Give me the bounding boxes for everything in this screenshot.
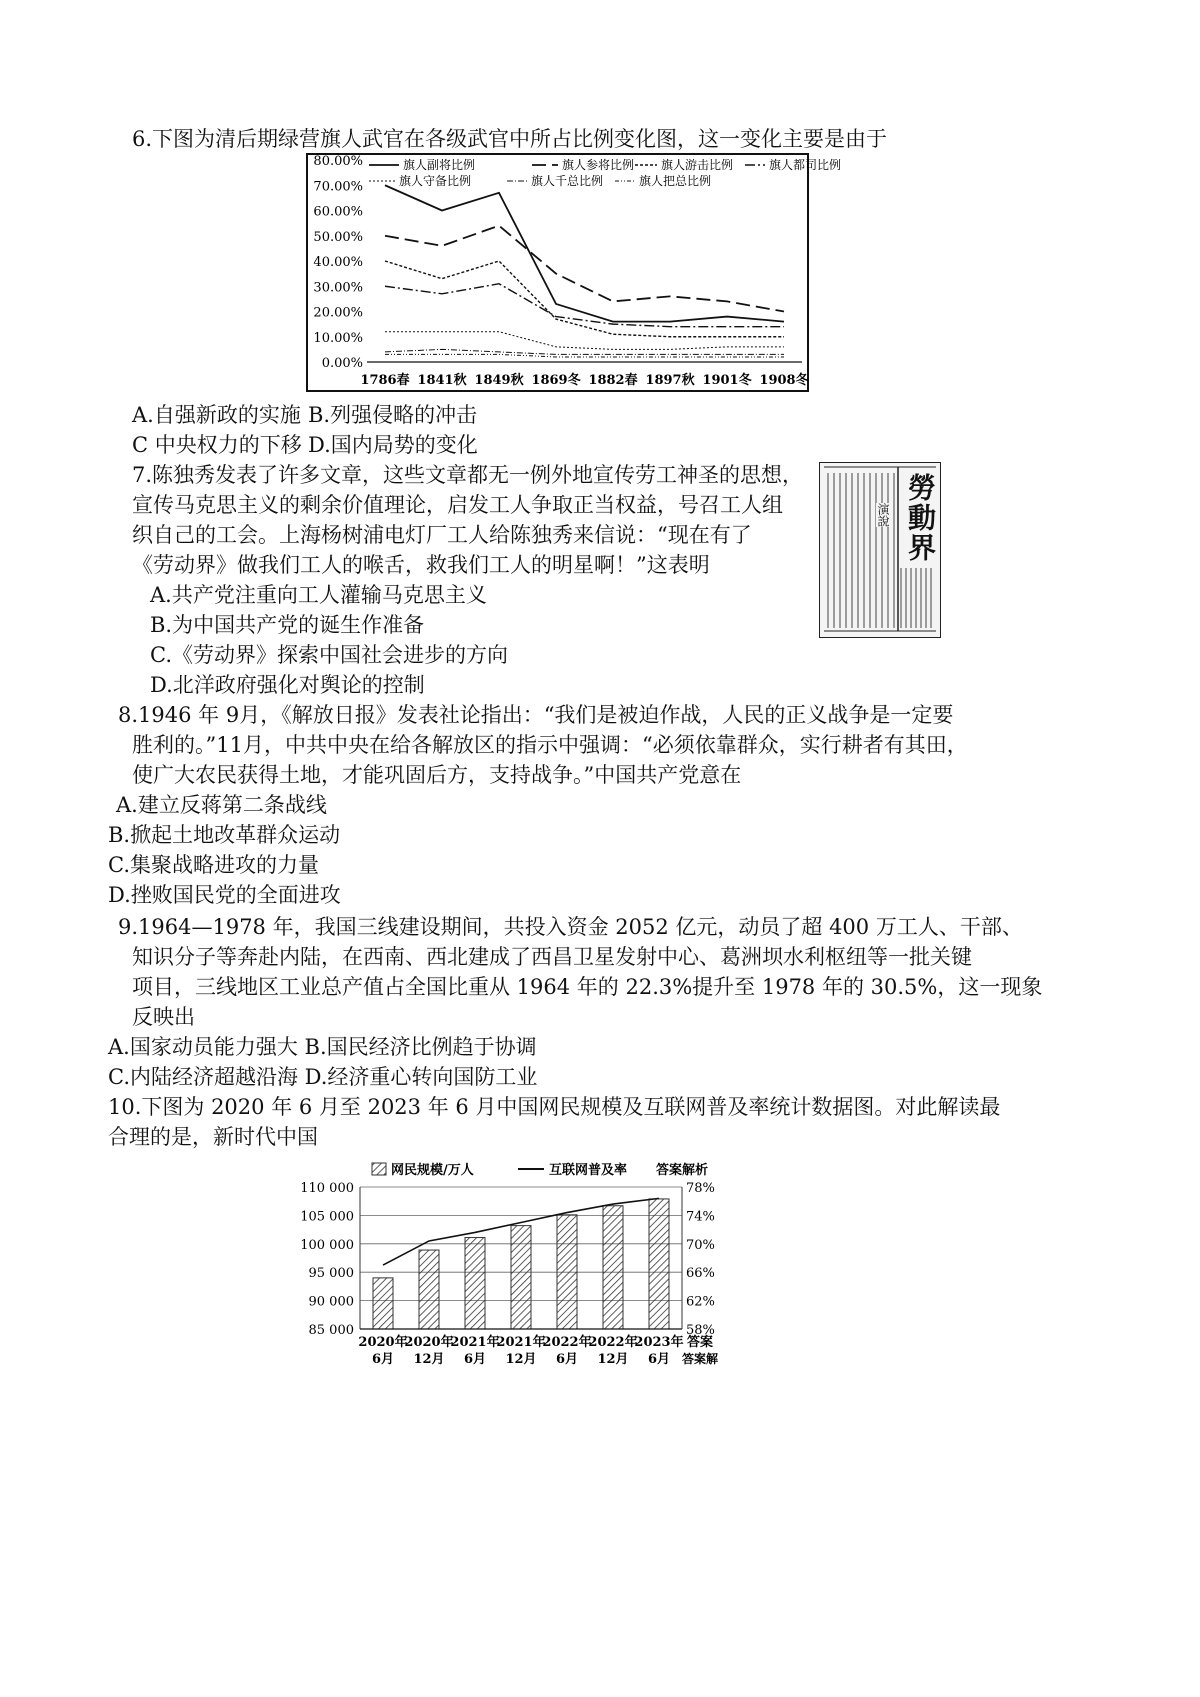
q6-stem: 6.下图为清后期绿营旗人武官在各级武官中所占比例变化图，这一变化主要是由于	[132, 127, 888, 151]
y-tick-label: 90 000	[308, 1294, 354, 1310]
x-tick-label-month: 6月	[555, 1352, 579, 1367]
watermark-text: 答案	[687, 1335, 714, 1350]
q8-option-d[interactable]: D.挫败国民党的全面进攻	[108, 883, 341, 907]
x-tick-label: 1882春	[588, 373, 638, 388]
x-tick-label-year: 2023年	[634, 1335, 684, 1350]
y2-tick-label: 58%	[686, 1323, 715, 1338]
q7-option-b[interactable]: B.为中国共产党的诞生作准备	[150, 613, 425, 637]
x-tick-label: 1908冬	[759, 373, 809, 388]
series-line-3	[385, 284, 784, 327]
x-tick-label-month: 6月	[647, 1352, 671, 1367]
y-tick-label: 95 000	[308, 1266, 354, 1282]
y2-tick-label: 70%	[686, 1237, 715, 1253]
y-tick-label: 80.00%	[313, 154, 363, 169]
q10-stem-line-2: 合理的是，新时代中国	[108, 1125, 318, 1149]
q8-option-b[interactable]: B.掀起土地改革群众运动	[108, 823, 341, 847]
q9-stem-line-4: 反映出	[132, 1005, 195, 1029]
q8-option-c[interactable]: C.集聚战略进攻的力量	[108, 853, 319, 877]
legend-label: 旗人把总比例	[639, 174, 712, 188]
x-tick-label-year: 2022年	[542, 1335, 592, 1350]
q8-stem-line-2: 胜利的。”11月，中共中央在给各解放区的指示中强调：“必须依靠群众，实行耕者有其田，	[132, 733, 968, 757]
watermark-text: 答案解	[682, 1352, 719, 1366]
y-tick-label: 100 000	[300, 1237, 354, 1253]
y-tick-label: 50.00%	[313, 229, 363, 245]
legend-label: 互联网普及率	[549, 1163, 628, 1178]
q10-bar-line-chart	[290, 1155, 745, 1375]
q6-option-a[interactable]: A.自强新政的实施	[132, 403, 301, 427]
x-tick-label: 1901冬	[702, 373, 752, 388]
bar	[557, 1215, 577, 1329]
bar	[603, 1206, 623, 1329]
q7-option-d[interactable]: D.北洋政府强化对舆论的控制	[150, 673, 425, 697]
x-tick-label: 1841秋	[417, 373, 467, 388]
q6-option-d[interactable]: D.国内局势的变化	[308, 433, 478, 457]
q9-stem-line-2: 知识分子等奔赴内陆，在西南、西北建成了西昌卫星发射中心、葛洲坝水利枢纽等一批关键	[132, 945, 972, 969]
legend-label: 旗人游击比例	[661, 158, 734, 172]
q9-option-ab[interactable]: A.国家动员能力强大 B.国民经济比例趋于协调	[108, 1035, 537, 1059]
bar	[511, 1226, 531, 1329]
legend-swatch-bar	[372, 1163, 386, 1175]
legend-label: 旗人都司比例	[769, 158, 842, 172]
y-tick-label: 30.00%	[313, 280, 363, 296]
q7-stem-line-2: 宣传马克思主义的剩余价值理论，启发工人争取正当权益，号召工人组	[132, 493, 783, 517]
q6-option-b[interactable]: B.列强侵略的冲击	[308, 403, 478, 427]
legend-label: 网民规模/万人	[391, 1163, 474, 1178]
q7-stem-line-3: 织自己的工会。上海杨树浦电灯厂工人给陈独秀来信说：“现在有了	[132, 523, 752, 547]
x-tick-label-year: 2021年	[450, 1335, 500, 1350]
x-tick-label-month: 6月	[463, 1352, 487, 1367]
newspaper-masthead: 勞動界	[904, 473, 937, 563]
labor-world-newspaper-image	[819, 462, 941, 638]
q10-stem-line-1: 10.下图为 2020 年 6 月至 2023 年 6 月中国网民规模及互联网普及率统计数据图。对此解读最	[108, 1095, 1001, 1119]
y2-tick-label: 62%	[686, 1294, 715, 1310]
y-tick-label: 10.00%	[313, 330, 363, 346]
y2-tick-label: 78%	[686, 1181, 715, 1196]
series-line-2	[385, 261, 784, 337]
watermark-text: 答案解析	[656, 1163, 709, 1178]
y-tick-label: 20.00%	[313, 305, 363, 321]
q9-option-cd[interactable]: C.内陆经济超越沿海 D.经济重心转向国防工业	[108, 1065, 538, 1089]
y-tick-label: 85 000	[308, 1323, 354, 1338]
x-tick-label-year: 2021年	[496, 1335, 546, 1350]
legend-label: 旗人参将比例	[562, 158, 635, 172]
x-tick-label-month: 12月	[413, 1352, 445, 1367]
bar	[465, 1238, 485, 1329]
q7-option-c[interactable]: C.《劳动界》探索中国社会进步的方向	[150, 643, 508, 667]
x-tick-label-month: 12月	[505, 1352, 537, 1367]
series-line-4	[385, 332, 784, 350]
q9-stem-line-3: 项目，三线地区工业总产值占全国比重从 1964 年的 22.3%提升至 1978 年的 30.5%，这一现象	[132, 975, 1043, 999]
y-tick-label: 40.00%	[313, 255, 363, 270]
q7-stem-line-1: 7.陈独秀发表了许多文章，这些文章都无一例外地宣传劳工神圣的思想，	[132, 463, 804, 487]
x-tick-label-month: 6月	[371, 1352, 395, 1367]
x-tick-label-year: 2020年	[404, 1335, 454, 1350]
bar	[649, 1199, 669, 1329]
x-tick-label: 1786春	[360, 373, 410, 388]
q6-option-c[interactable]: C 中央权力的下移	[132, 433, 302, 457]
x-tick-label: 1849秋	[474, 373, 524, 388]
x-tick-label-month: 12月	[597, 1352, 629, 1367]
legend-label: 旗人守备比例	[399, 174, 472, 188]
x-tick-label: 1869冬	[531, 373, 581, 388]
y-tick-label: 60.00%	[313, 204, 363, 220]
bar	[419, 1250, 439, 1329]
y2-tick-label: 74%	[686, 1209, 715, 1225]
x-tick-label-year: 2022年	[588, 1335, 638, 1350]
q7-stem-line-4: 《劳动界》做我们工人的喉舌，救我们工人的明星啊！”这表明	[132, 553, 710, 577]
y-tick-label: 110 000	[300, 1181, 354, 1196]
bar	[373, 1278, 393, 1329]
y-tick-label: 105 000	[300, 1209, 354, 1225]
x-tick-label: 1897秋	[645, 373, 695, 388]
q6-line-chart	[305, 152, 842, 394]
q9-stem-line-1: 9.1964—1978 年，我国三线建设期间，共投入资金 2052 亿元，动员了超 400 万工人、干部、	[118, 915, 1023, 939]
q7-option-a[interactable]: A.共产党注重向工人灌输马克思主义	[150, 583, 487, 607]
q8-stem-line-3: 使广大农民获得土地，才能巩固后方，支持战争。”中国共产党意在	[132, 763, 742, 787]
series-line-5	[385, 349, 784, 354]
chart-frame	[307, 154, 808, 391]
q8-stem-line-1: 8.1946 年 9月，《解放日报》发表社论指出：“我们是被迫作战，人民的正义战争是一定要	[118, 703, 954, 727]
legend-label: 旗人千总比例	[531, 174, 604, 188]
series-line-1	[385, 226, 784, 312]
y-tick-label: 0.00%	[321, 356, 363, 371]
q8-option-a[interactable]: A.建立反蒋第二条战线	[116, 793, 327, 817]
newspaper-column-label: 演說	[876, 503, 890, 527]
x-tick-label-year: 2020年	[358, 1335, 408, 1350]
y2-tick-label: 66%	[686, 1266, 715, 1282]
y-tick-label: 70.00%	[313, 179, 363, 195]
legend-label: 旗人副将比例	[403, 158, 476, 172]
